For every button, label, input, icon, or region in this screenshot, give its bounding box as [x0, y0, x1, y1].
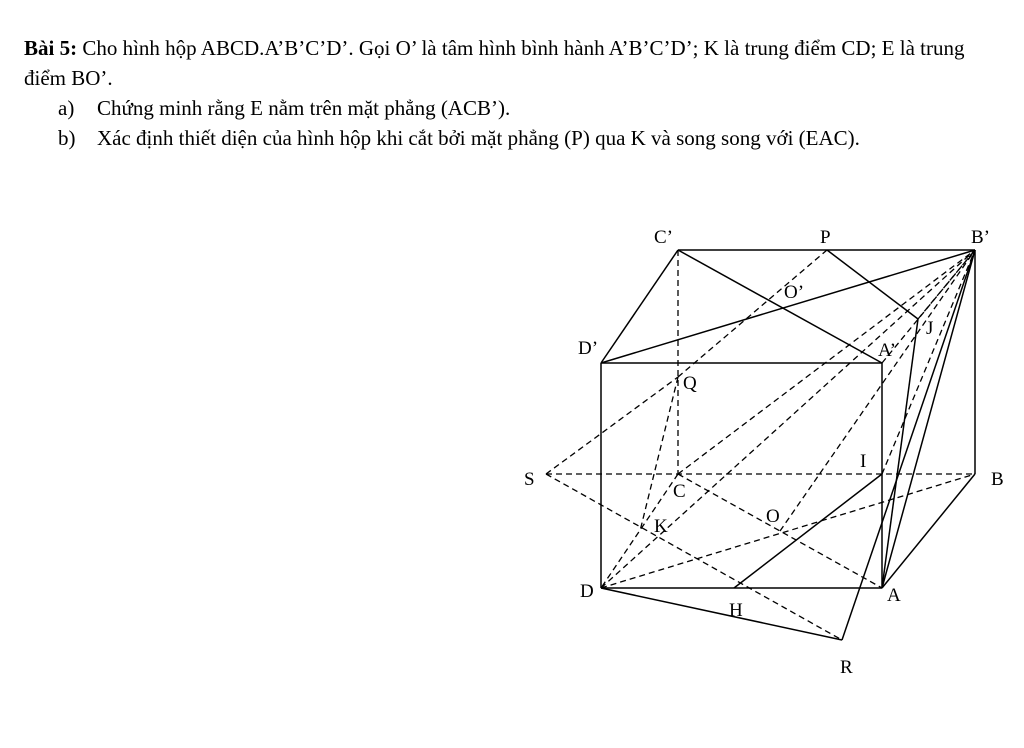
edge-b1-r [842, 250, 975, 640]
label-o: O [766, 506, 780, 527]
label-b-prime: B’ [971, 227, 990, 248]
part-a-marker: a) [58, 96, 75, 120]
part-a-text: Chứng minh rằng E nằm trên mặt phẳng (ACB’). [97, 96, 511, 120]
label-p: P [820, 227, 831, 248]
part-b-marker: b) [58, 126, 76, 150]
label-j: J [926, 318, 934, 339]
label-d-prime: D’ [578, 338, 599, 359]
label-a-prime: A’ [878, 340, 896, 361]
edge-i-b1 [882, 250, 975, 474]
edge-d-r [601, 588, 842, 640]
label-o-prime: O’ [784, 282, 805, 303]
edge-a-b1 [882, 250, 975, 588]
edge-b-a [882, 474, 975, 588]
edge-o-b1 [780, 250, 975, 531]
label-k: K [654, 516, 668, 537]
label-b: B [991, 469, 1004, 490]
part-b-text: Xác định thiết diện của hình hộp khi cắt bởi mặt phẳng (P) qua K và song song với (EAC). [97, 126, 860, 150]
edge-d1-b1 [601, 250, 975, 363]
label-r: R [840, 657, 853, 678]
problem-title: Bài 5: [24, 36, 78, 60]
label-h: H [729, 600, 743, 621]
edge-p-j [827, 250, 918, 319]
label-c: C [673, 481, 686, 502]
edge-c-b1 [678, 250, 975, 474]
edge-s-r [546, 474, 842, 640]
label-d: D [580, 581, 594, 602]
edge-q-p [678, 250, 827, 377]
edge-h-i [734, 474, 882, 588]
label-a: A [887, 585, 901, 606]
edge-c1-a1 [678, 250, 882, 363]
edge-d1-c1 [601, 250, 678, 363]
label-s: S [524, 469, 535, 490]
label-c-prime: C’ [654, 227, 673, 248]
label-i: I [860, 451, 867, 472]
label-q: Q [683, 373, 697, 394]
figure-labels [524, 227, 1004, 678]
problem-body: Cho hình hộp ABCD.A’B’C’D’. Gọi O’ là tâm hình bình hành A’B’C’D’; K là trung điểm CD; E là trung điểm BO’. [24, 36, 965, 90]
